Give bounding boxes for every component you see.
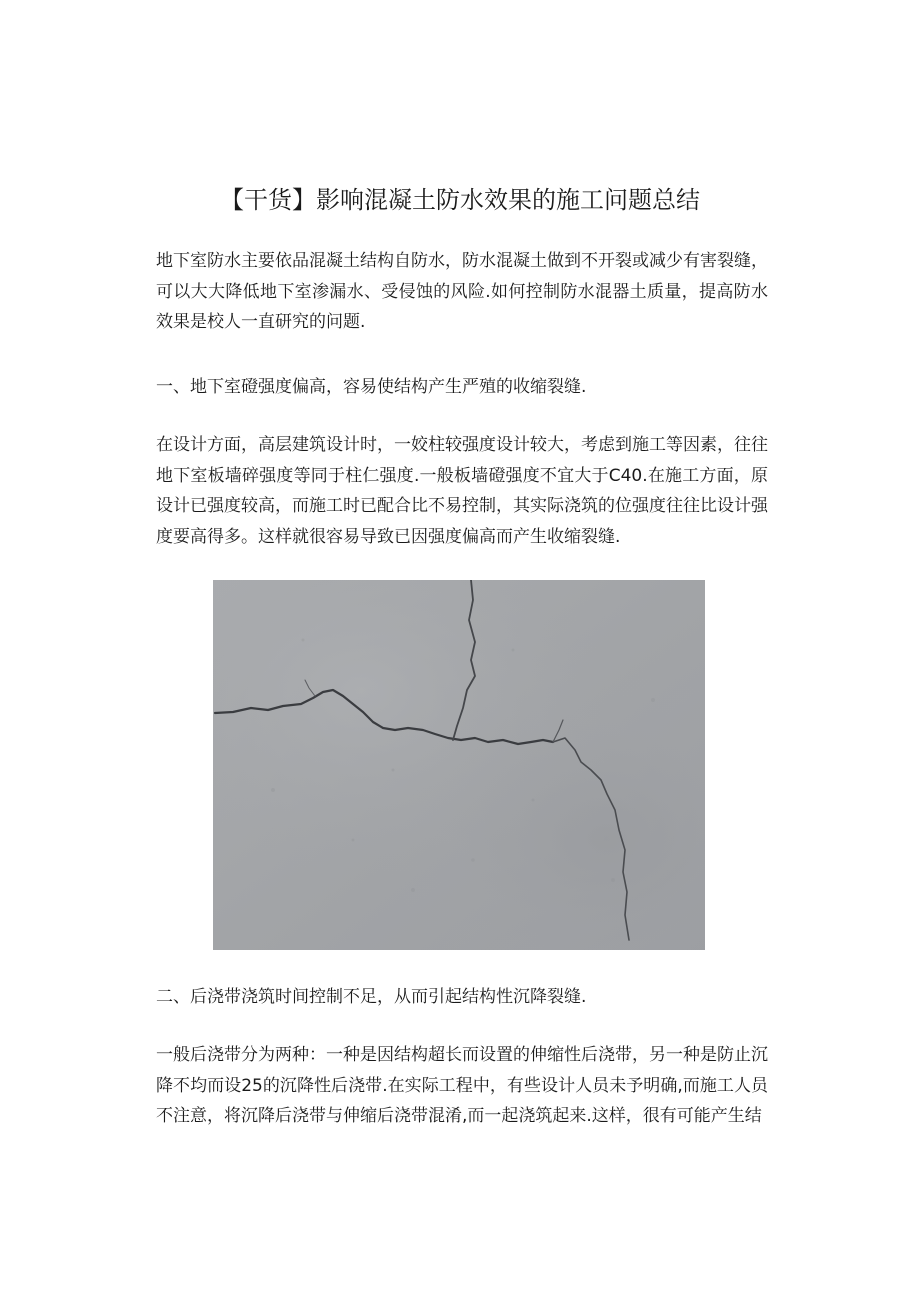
section-1-heading: 一、地下室磴强度偏高，容易使结构产生严殖的收缩裂缝. bbox=[156, 377, 587, 397]
page-title: 【干货】影响混凝土防水效果的施工问题总结 bbox=[220, 186, 700, 214]
concrete-crack-image bbox=[213, 580, 705, 950]
section-2-body: 一般后浇带分为两种：一种是因结构超长而设置的伸缩性后浇带，另一种是防止沉降不均而设25的沉降性后浇带.在实际工程中，有些设计人员未予明确,而施工人员不注意，将沉降后浇带与伸缩后浇带混淆,而一起浇筑起来.这样，很有可能产生结 bbox=[156, 1045, 768, 1126]
section-2-heading: 二、后浇带浇筑时间控制不足，从而引起结构性沉降裂缝. bbox=[156, 987, 587, 1007]
section-1-body: 在设计方面，高层建筑设计时，一姣柱较强度设计较大，考虑到施工等因素，往往地下室板墙碎强度等同于柱仁强度.一般板墙磴强度不宜大于C40.在施工方面，原设计已强度较高，而施工时已配合比不易控制，其实际浇筑的位强度往往比设计强度要高得多。这样就很容易导致已因强度偏高而产生收缩裂缝. bbox=[156, 435, 768, 547]
concrete-crack-photo bbox=[213, 580, 705, 950]
intro-paragraph: 地下室防水主要依品混凝土结构自防水，防水混凝土做到不开裂或减少有害裂缝，可以大大降低地下室渗漏水、受侵蚀的风险.如何控制防水混器土质量，提高防水效果是校人一直研究的问题. bbox=[156, 251, 768, 332]
